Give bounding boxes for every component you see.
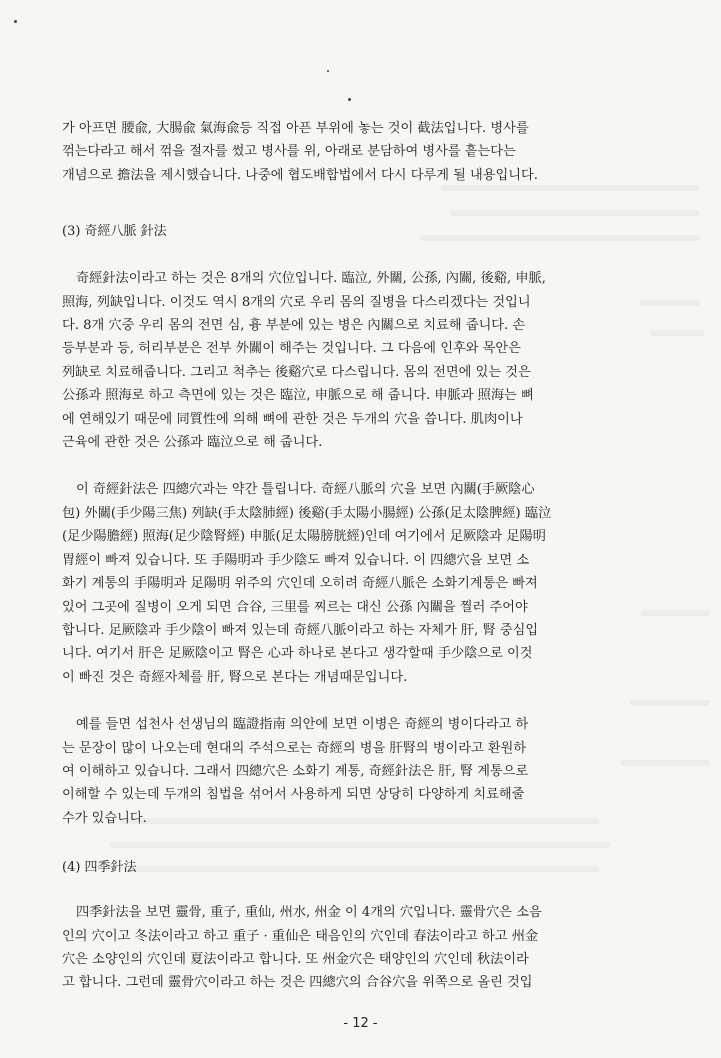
paragraph-4 — [62, 713, 640, 830]
scan-speck — [348, 98, 351, 101]
text-line: 합니다. 足厥陰과 手少陰이 빠져 있는데 奇經八脈이라고 하는 자체가 肝, 腎 중심입 — [62, 622, 539, 638]
text-line: 는 문장이 많이 나오는데 현대의 주석으로는 奇經의 병을 肝腎의 병이라고 환원하 — [62, 740, 527, 756]
page-number: - 12 - — [343, 1016, 378, 1031]
text-line: 꺾는다라고 해서 꺾을 절자를 썼고 병사를 위, 아래로 분담하여 병사를 흩는다는 — [62, 144, 516, 160]
text-line: 인의 穴이고 冬法이라고 하고 重子 · 重仙은 태음인의 穴인데 春法이라고 하고 州金 — [62, 928, 539, 944]
text-line: 包) 外關(手少陽三焦) 列缺(手太陰肺經) 後谿(手太陽小腸經) 公孫(足太陰脾經) 臨泣 — [62, 505, 552, 521]
text-line: 근육에 관한 것은 公孫과 臨泣으로 해 줍니다. — [62, 435, 323, 451]
page-body — [62, 117, 640, 995]
paragraph-5 — [62, 901, 640, 995]
text-line: 개념으로 擔法을 제시했습니다. 나중에 협도배합법에서 다시 다루게 될 내용입니다. — [62, 167, 538, 183]
text-line: 있어 그곳에 질병이 오게 되면 合谷, 三里를 찌르는 대신 公孫 內關을 찔러 주어야 — [62, 599, 528, 615]
text-line: 公孫과 照海로 하고 측면에 있는 것은 臨泣, 申脈으로 해 줍니다. 申脈과 照海는 뼈 — [62, 388, 534, 404]
text-line: 照海, 列缺입니다. 이것도 역시 8개의 穴로 우리 몸의 질병을 다스리겠다는 것입니 — [62, 294, 531, 310]
text-line: 등부분과 등, 허리부분은 전부 外關이 해주는 것입니다. 그 다음에 인후와 목안은 — [62, 341, 521, 357]
scan-speck — [327, 70, 329, 72]
text-line: 에 연해있기 때문에 同質性에 의해 뼈에 관한 것은 두개의 穴을 씁니다. 肌肉이나 — [62, 411, 523, 427]
text-line: 穴은 소양인의 穴인데 夏法이라고 합니다. 또 州金穴은 태양인의 穴인데 秋法이라 — [62, 951, 529, 967]
text-line: 화기 계통의 手陽明과 足陽明 위주의 穴인데 오히려 奇經八脈은 소화기계통은 빠져 — [62, 576, 538, 592]
text-line: 列缺로 치료해줍니다. 그리고 척추는 後谿穴로 다스립니다. 몸의 전면에 있는 것은 — [62, 364, 531, 380]
text-line: 다. 8개 穴중 우리 몸의 전면 심, 흉 부분에 있는 병은 內關으로 치료해 줍니다. 손 — [62, 318, 526, 334]
text-line: 니다. 여기서 肝은 足厥陰이고 腎은 心과 하나로 본다고 생각할때 手少陰으로 이것 — [62, 646, 533, 662]
text-line: 이해할 수 있는데 두개의 침법을 섞어서 사용하게 되면 상당히 다양하게 치료해줄 — [62, 787, 525, 803]
paragraph-1 — [62, 117, 640, 187]
paragraph-3 — [62, 478, 640, 689]
text-line: 奇經針法이라고 하는 것은 8개의 穴位입니다. 臨泣, 外關, 公孫, 內關, 後谿, 申脈, — [76, 271, 546, 287]
text-line: 이 奇經針法은 四總穴과는 약간 틀립니다. 奇經八脈의 穴을 보면 內關(手厥陰心 — [76, 482, 535, 498]
text-line: 여 이해하고 있습니다. 그래서 四總穴은 소화기 계통, 奇經針法은 肝, 腎 계통으로 — [62, 763, 529, 779]
text-line: 예를 들면 섭천사 선생님의 臨證指南 의안에 보면 이병은 奇經의 병이다라고 하 — [76, 717, 529, 733]
text-line: 고 합니다. 그런데 靈骨穴이라고 하는 것은 四總穴의 合谷穴을 위쪽으로 올린 것입 — [62, 975, 533, 991]
scan-speck — [14, 20, 17, 23]
text-line: 四季針法을 보면 靈骨, 重子, 重仙, 州水, 州金 이 4개의 穴입니다. 靈骨穴은 소음 — [76, 905, 542, 921]
text-line: 이 빠진 것은 奇經자체를 肝, 腎으로 본다는 개념때문입니다. — [62, 669, 408, 685]
section-heading-4: (4) 四季針法 — [62, 860, 137, 876]
section-heading-3: (3) 奇經八脈 針法 — [62, 224, 167, 240]
text-line: 胃經이 빠져 있습니다. 또 手陽明과 手少陰도 빠져 있습니다. 이 四總穴을 보면 소 — [62, 552, 530, 568]
text-line: 수가 있습니다. — [62, 810, 147, 826]
text-line: 가 아프면 腰兪, 大腸兪 氣海兪등 직접 아픈 부위에 놓는 것이 截法입니다. 병사를 — [62, 121, 529, 136]
text-line: (足少陽膽經) 照海(足少陰腎經) 申脈(足太陽膀胱經)인데 여기에서 足厥陰과 足陽明 — [62, 529, 546, 545]
paragraph-2 — [62, 267, 640, 454]
